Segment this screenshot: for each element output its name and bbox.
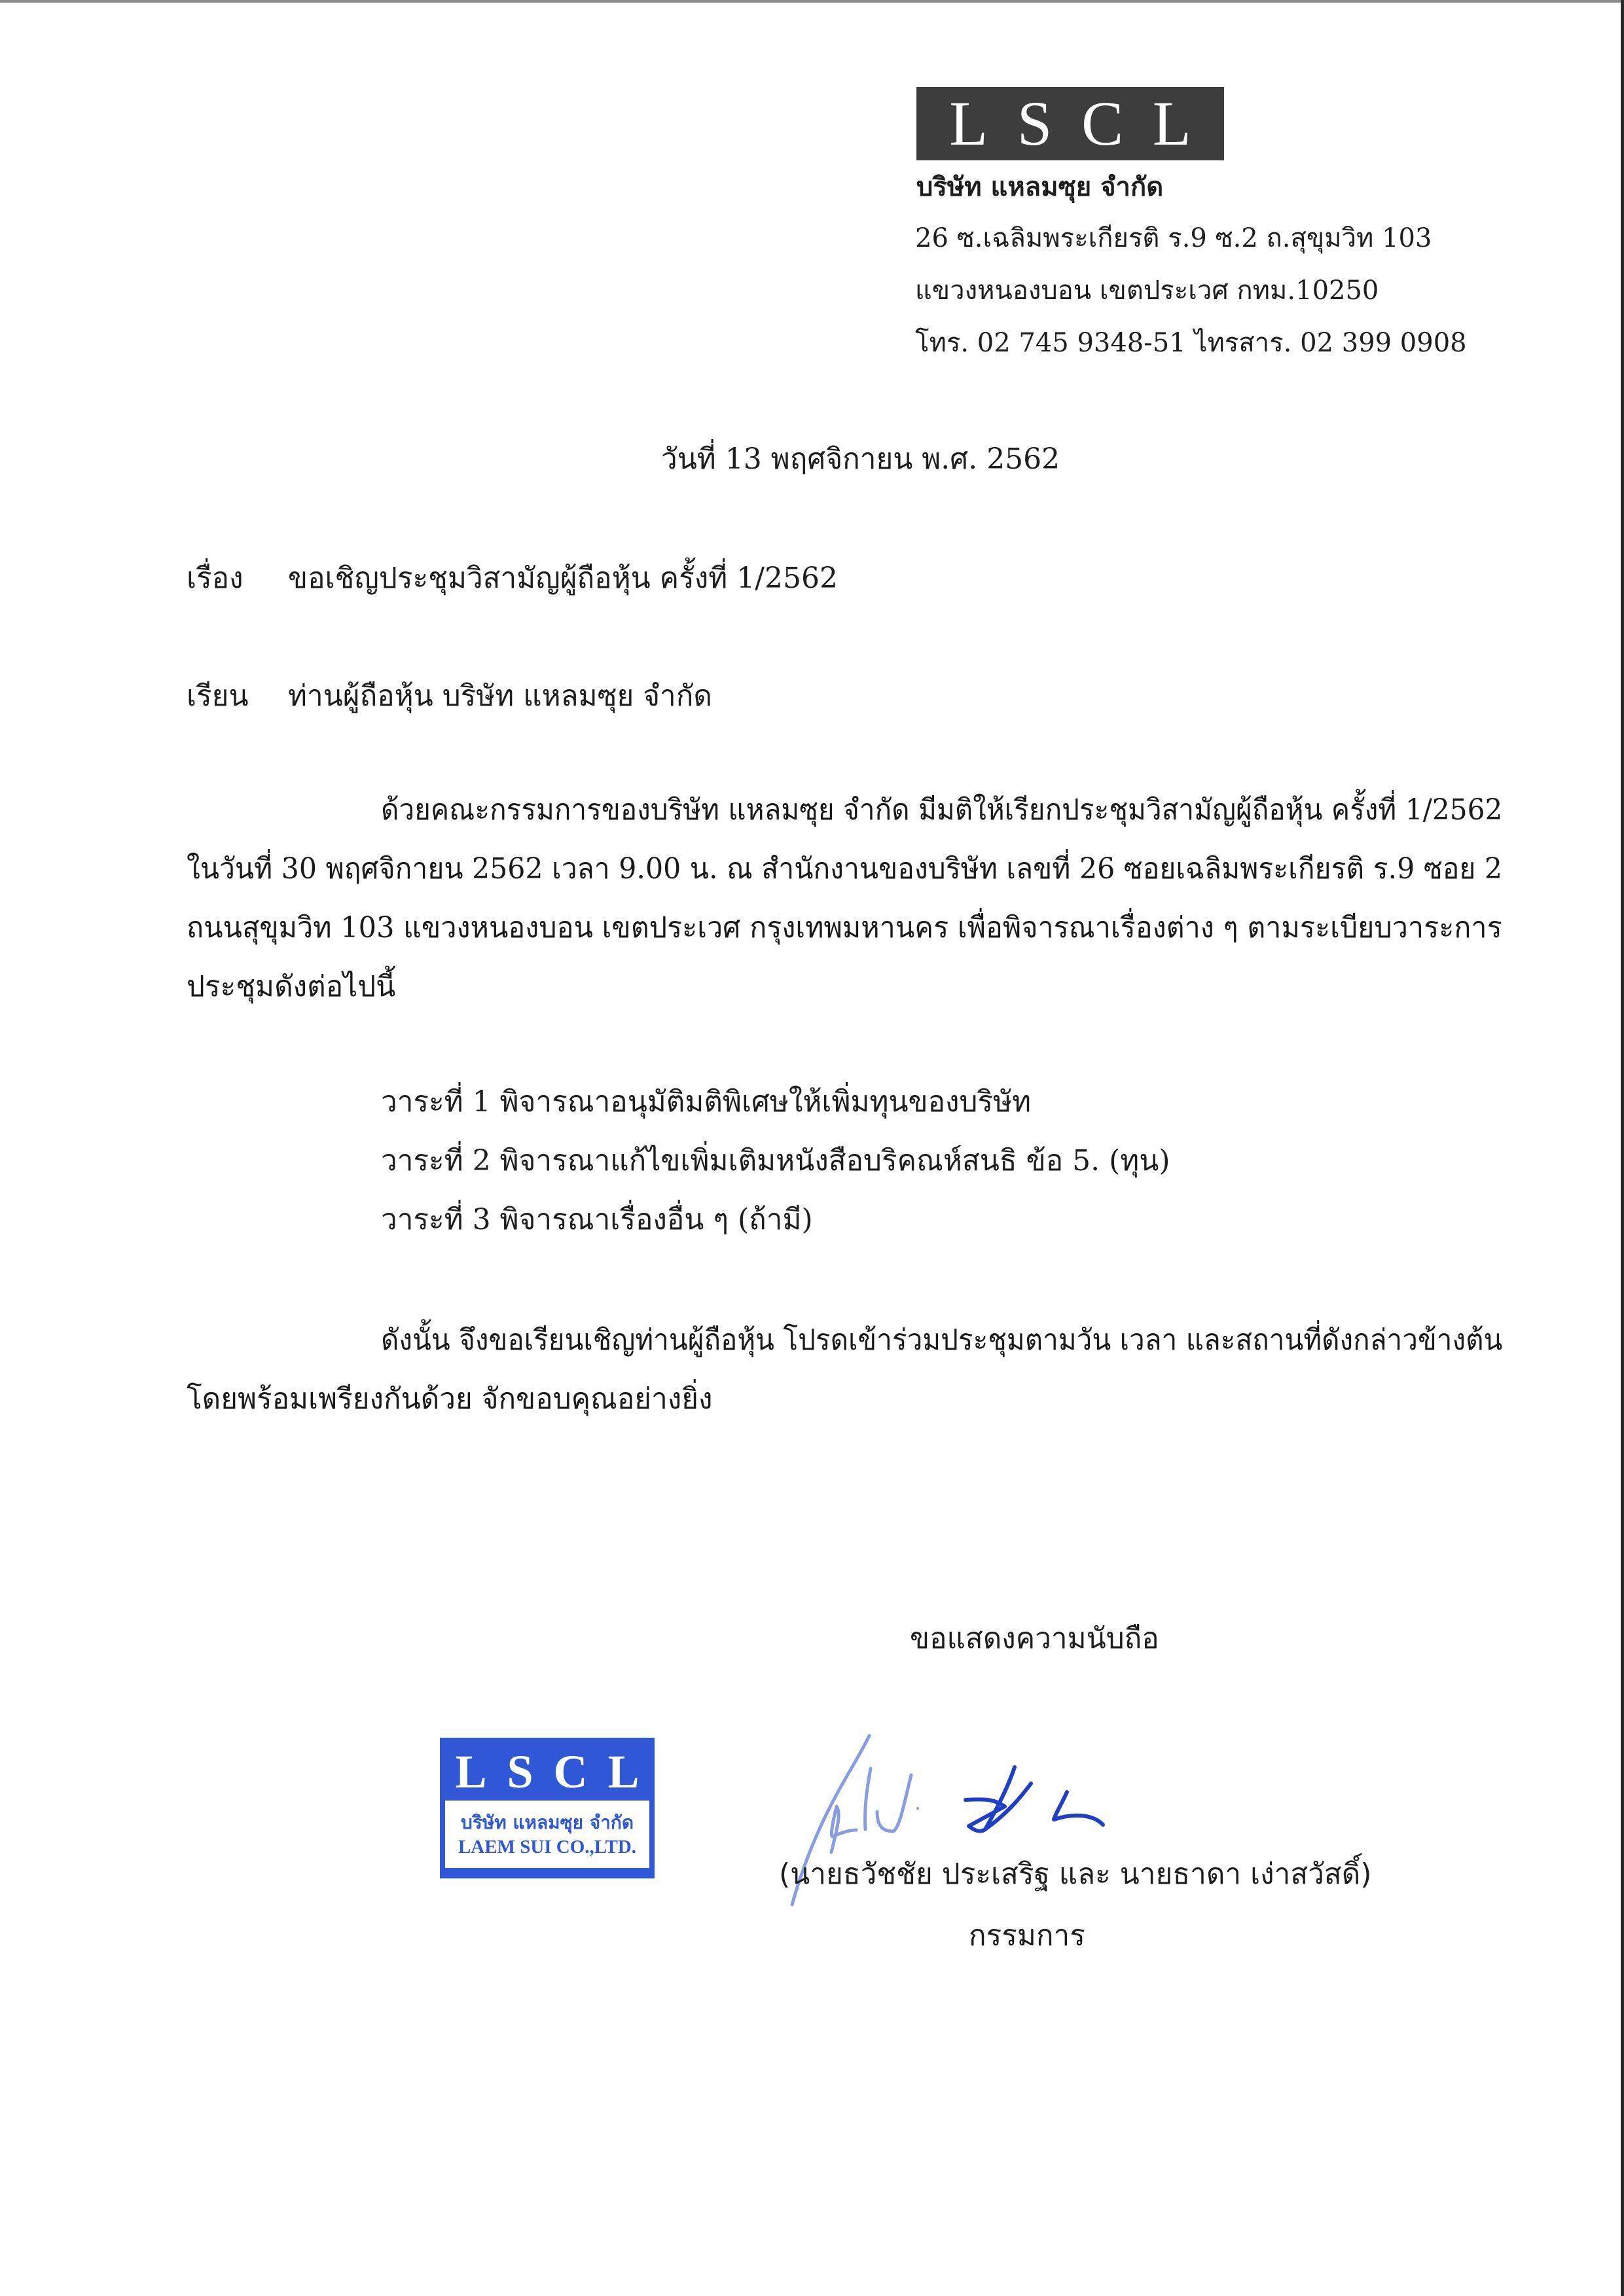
page-right-edge <box>1621 0 1624 2296</box>
logo-letter: L <box>949 88 988 158</box>
body-paragraph-1-line <box>187 851 1502 888</box>
body-text-segment: ซอยเฉลิมพระเกียรติ <box>1123 852 1365 886</box>
body-text-segment: ดังนั้น <box>381 1323 450 1357</box>
body-text-segment: เวลา <box>552 852 610 886</box>
body-text-segment: ซอย 2 <box>1423 852 1503 886</box>
body-paragraph-1-line <box>381 792 1502 829</box>
body-text-segment: เขตประเวศ <box>602 911 741 944</box>
letter-date: วันที่ 13 พฤศจิกายน พ.ศ. 2562 <box>661 442 1060 476</box>
company-logo <box>916 87 1224 160</box>
signature-stroke-5 <box>965 1767 1015 1831</box>
agenda-item-3: วาระที่ 3 พิจารณาเรื่องอื่น ๆ (ถ้ามี) <box>381 1203 813 1236</box>
body-text-segment: เวลา <box>1119 1323 1178 1357</box>
body-text-segment: โดยพร้อมเพรียงกันด้วย จักขอบคุณอย่างยิ่ง <box>187 1382 713 1416</box>
logo-letter: L <box>1152 88 1191 158</box>
body-text-segment: แหลมซุย <box>728 793 835 827</box>
stamp-english-name: LAEM SUI CO.,LTD. <box>458 1836 637 1857</box>
stamp-name-panel <box>445 1801 649 1868</box>
address-line-2: แขวงหนองบอน เขตประเวศ กทม.10250 <box>915 276 1379 306</box>
body-paragraph-2-line <box>381 1322 1502 1359</box>
body-text-segment: โปรดเข้าร่วมประชุมตามวัน <box>783 1323 1111 1357</box>
page-top-edge <box>0 0 1624 3</box>
body-text-segment: แขวงหนองบอน <box>403 911 593 944</box>
body-text-segment: ในวันที่ <box>187 852 273 886</box>
address-line-1: 26 ซ.เฉลิมพระเกียรติ ร.9 ซ.2 ถ.สุขุมวิท 103 <box>915 223 1432 253</box>
body-text-segment: พฤศจิกายน <box>325 852 463 886</box>
body-text-segment: และสถานที่ดังกล่าวข้างต้น <box>1185 1323 1503 1357</box>
signature-dot <box>916 1807 919 1810</box>
signature-stroke-6 <box>985 1784 1031 1829</box>
body-text-segment: ประชุมดังต่อไปนี้ <box>187 970 396 1003</box>
agenda-item-2: วาระที่ 2 พิจารณาแก้ไขเพิ่มเติมหนังสือบริคณห์สนธิ ข้อ 5. (ทุน) <box>381 1144 1170 1177</box>
logo-letter: C <box>1081 88 1124 158</box>
body-text-segment: สำนักงานของบริษัท <box>761 852 998 886</box>
body-paragraph-1-line <box>187 910 1502 946</box>
company-name: บริษัท แหลมซุย จำกัด <box>916 171 1164 202</box>
body-text-segment: เพื่อพิจารณาเรื่องต่าง ๆ <box>957 911 1238 944</box>
body-text-segment: ณ <box>727 852 753 886</box>
signatory-title: กรรมการ <box>969 1919 1085 1952</box>
body-text-segment: เลขที่ <box>1006 852 1071 886</box>
body-text-segment: 30 <box>281 852 317 886</box>
stamp-letter: C <box>553 1746 588 1798</box>
stamp-logo <box>445 1743 649 1801</box>
signature-stroke-4 <box>877 1775 911 1831</box>
signature-stroke-2 <box>831 1806 856 1852</box>
agenda-item-1: วาระที่ 1 พิจารณาอนุมัติมติพิเศษให้เพิ่มทุนของบริษัท <box>381 1085 1032 1119</box>
stamp-letter: S <box>507 1746 533 1798</box>
body-text-segment: กรุงเทพมหานคร <box>749 911 949 944</box>
body-text-segment: จำกัด <box>843 793 910 827</box>
logo-letter: S <box>1017 88 1053 158</box>
stamp-letter: L <box>607 1746 640 1798</box>
body-text-segment: 9.00 น. <box>619 852 718 886</box>
stamp-letter: L <box>455 1746 487 1798</box>
body-text-segment: จึงขอเรียนเชิญท่านผู้ถือหุ้น <box>459 1323 775 1357</box>
addressee-text: ท่านผู้ถือหุ้น บริษัท แหลมซุย จำกัด <box>288 679 712 713</box>
addressee-label: เรียน <box>187 679 249 713</box>
body-paragraph-1-line <box>187 969 395 1005</box>
body-text-segment: ครั้งที่ <box>1331 793 1397 827</box>
stamp-thai-name: บริษัท แหลมซุย จำกัด <box>460 1811 634 1833</box>
phone-fax: โทร. 02 745 9348-51 ไทรสาร. 02 399 0908 <box>915 328 1467 358</box>
body-text-segment: ด้วยคณะกรรมการของบริษัท <box>381 793 719 827</box>
signature-stroke-3 <box>865 1768 871 1829</box>
signatory-names: (นายธวัชชัย ประเสริฐ และ นายธาดา เง่าสวัสดิ์) <box>779 1857 1372 1891</box>
subject-text: ขอเชิญประชุมวิสามัญผู้ถือหุ้น ครั้งที่ 1/2562 <box>288 562 838 595</box>
body-text-segment: ร.9 <box>1373 852 1415 886</box>
company-stamp <box>440 1738 655 1878</box>
body-text-segment: 1/2562 <box>1405 793 1503 827</box>
body-text-segment: มีมติให้เรียกประชุมวิสามัญผู้ถือหุ้น <box>918 793 1323 827</box>
closing-phrase: ขอแสดงความนับถือ <box>910 1622 1159 1655</box>
subject-label: เรื่อง <box>187 562 244 595</box>
body-paragraph-2-line <box>187 1381 713 1418</box>
body-text-segment: 26 <box>1079 852 1115 886</box>
body-text-segment: ตามระเบียบวาระการ <box>1247 911 1502 944</box>
body-text-segment: ถนนสุขุมวิท 103 <box>187 911 395 944</box>
body-text-segment: 2562 <box>472 852 543 886</box>
signature-stroke-7 <box>1054 1792 1103 1825</box>
